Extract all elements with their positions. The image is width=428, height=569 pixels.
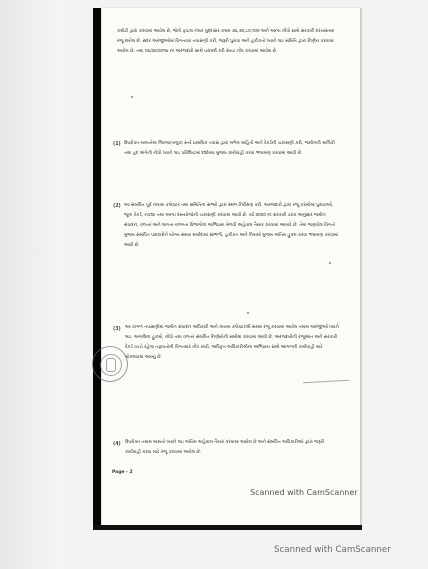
paragraph-4-text: ઉપરોક્ત તમામ બાબતો ધ્યાને લઇ અંતિમ અહેવાલ તૈયાર કરવામાં આવેલ છે અને સંબંધિત અધિકારીઓ દ્વારા જરૂરી કાર્યવાહી કરવા માટે રજૂ કરવામાં આવેલ છે.: [125, 440, 325, 455]
paragraph-3-text: આ કાગળ તપાસણીમાં જમીન સંપાદન અધિકારી અને નાયબ કલેક્ટરશ્રી સમક્ષ રજૂ કરવામાં આવેલ તમામ અરજીઓ ધ્યાને લઇ, અગાઉના હુકમો, નોંધો તથા વળતર સંબંધિત નિર્ણયોની સમીક્ષા કરવામાં આવી છે. અરજદારોની રજૂઆત અને સરકારી રેકર્ડ વચ્ચે રહેલા તફાવતોની વિગતવાર નોંધ રાખી, અધિકૃત અધિકારીશ્રીના અભિપ્રાય સાથે આગળની કાર્યવાહી માટે મોકલવામાં આવ્યું છે.: [125, 325, 339, 360]
paragraph-1-text: ઉપરોક્ત બાબતોમાં જિલ્લા/તાલુકા સ્તરે પ્રાથમિક તપાસ દ્વારા મળેલ માહિતી અને રેકર્ડની ચકાસણી કરી, જમીનની માલિકી તથા હદ અંગેની નોંધો ધ્યાને લઇ પરિશિષ્ટમાં દર્શાવ્યા મુજબ કાર્યવાહી કરવા ભલામણ કરવામાં આવી છે.: [124, 141, 335, 156]
paragraph-intro-text: કમીટી દ્વારા કરવામાં આવેલ છે, જેનો ફાઇલ નંબર મુદ્દાસર કલમ ૩૬,૩૦,૮૦,૧૦૦ અને અન્ય નોંધો સાથે સરકારી દરખાસ્તમાં રજૂ થયેલ છે. સદર અરજીઓમાં વિગતવાર તપાસણી કરી, જરૂરી પુરાવા અને હકીકતો ધ્યાને લઇ સમિતિ દ્વારા નિર્ણય કરવામાં આવેલ છે, તથા ૦૬/૦૪/૨૦૧૪ ના અરજદારો સાથે પરામર્શ કરી સ્પષ્ટ નોંધ કરવામાં આવેલ છે.: [117, 29, 335, 54]
paragraph-2: [124, 201, 338, 251]
page-right-edge: [360, 8, 362, 528]
page-number-label: Page - 2: [112, 470, 133, 475]
paragraph-number-4: (4): [113, 442, 121, 447]
paragraph-4: [125, 438, 339, 458]
paragraph-intro: [117, 27, 338, 57]
paragraph-1: [124, 139, 337, 159]
paragraph-number-1: (1): [113, 142, 121, 147]
paragraph-number-2: (2): [113, 204, 121, 209]
paragraph-number-3: (3): [113, 327, 121, 332]
scanner-watermark-outer: Scanned with CamScanner: [274, 545, 391, 555]
scan-speck: [247, 312, 249, 314]
paragraph-2-text: આ સંબંધિત પૂર્વ નાયબ કલેક્ટર તથા સમિતિના સભ્યો દ્વારા સ્થળ નિરીક્ષણ કરી, અરજદારો દ્વારા રજૂ કરાયેલા પુરાવાઓ, જૂના રેકર્ડ, નકશા તથા અન્ય દસ્તાવેજોની ચકાસણી કરવામાં આવી છે. વર્ષ ૨૦૨૦ ના સરકારી ઠરાવ અનુસાર જમીન સંપાદન, વળતર અને લાગતા-વળગતા વિભાગોના અભિપ્રાય મેળવી અહેવાલ તૈયાર કરવામાં આવ્યો છે. તેમાં જણાવેલ વિગતો મુજબ સંબંધિત પક્ષકારોને યોગ્ય સમય મર્યાદામાં સાંભળી, હકીકત અને નિયમો મુજબ અંતિમ હુકમ કરવા ભલામણ કરવામાં આવી છે.: [124, 203, 338, 248]
scanner-watermark-inner: Scanned with CamScanner: [250, 488, 358, 497]
scan-background-left: [0, 0, 62, 569]
scan-speck: [329, 262, 331, 264]
official-stamp-icon: [92, 346, 128, 382]
page-bottom-edge: [93, 525, 362, 530]
paragraph-3: [125, 323, 339, 363]
scan-speck: [131, 96, 133, 98]
